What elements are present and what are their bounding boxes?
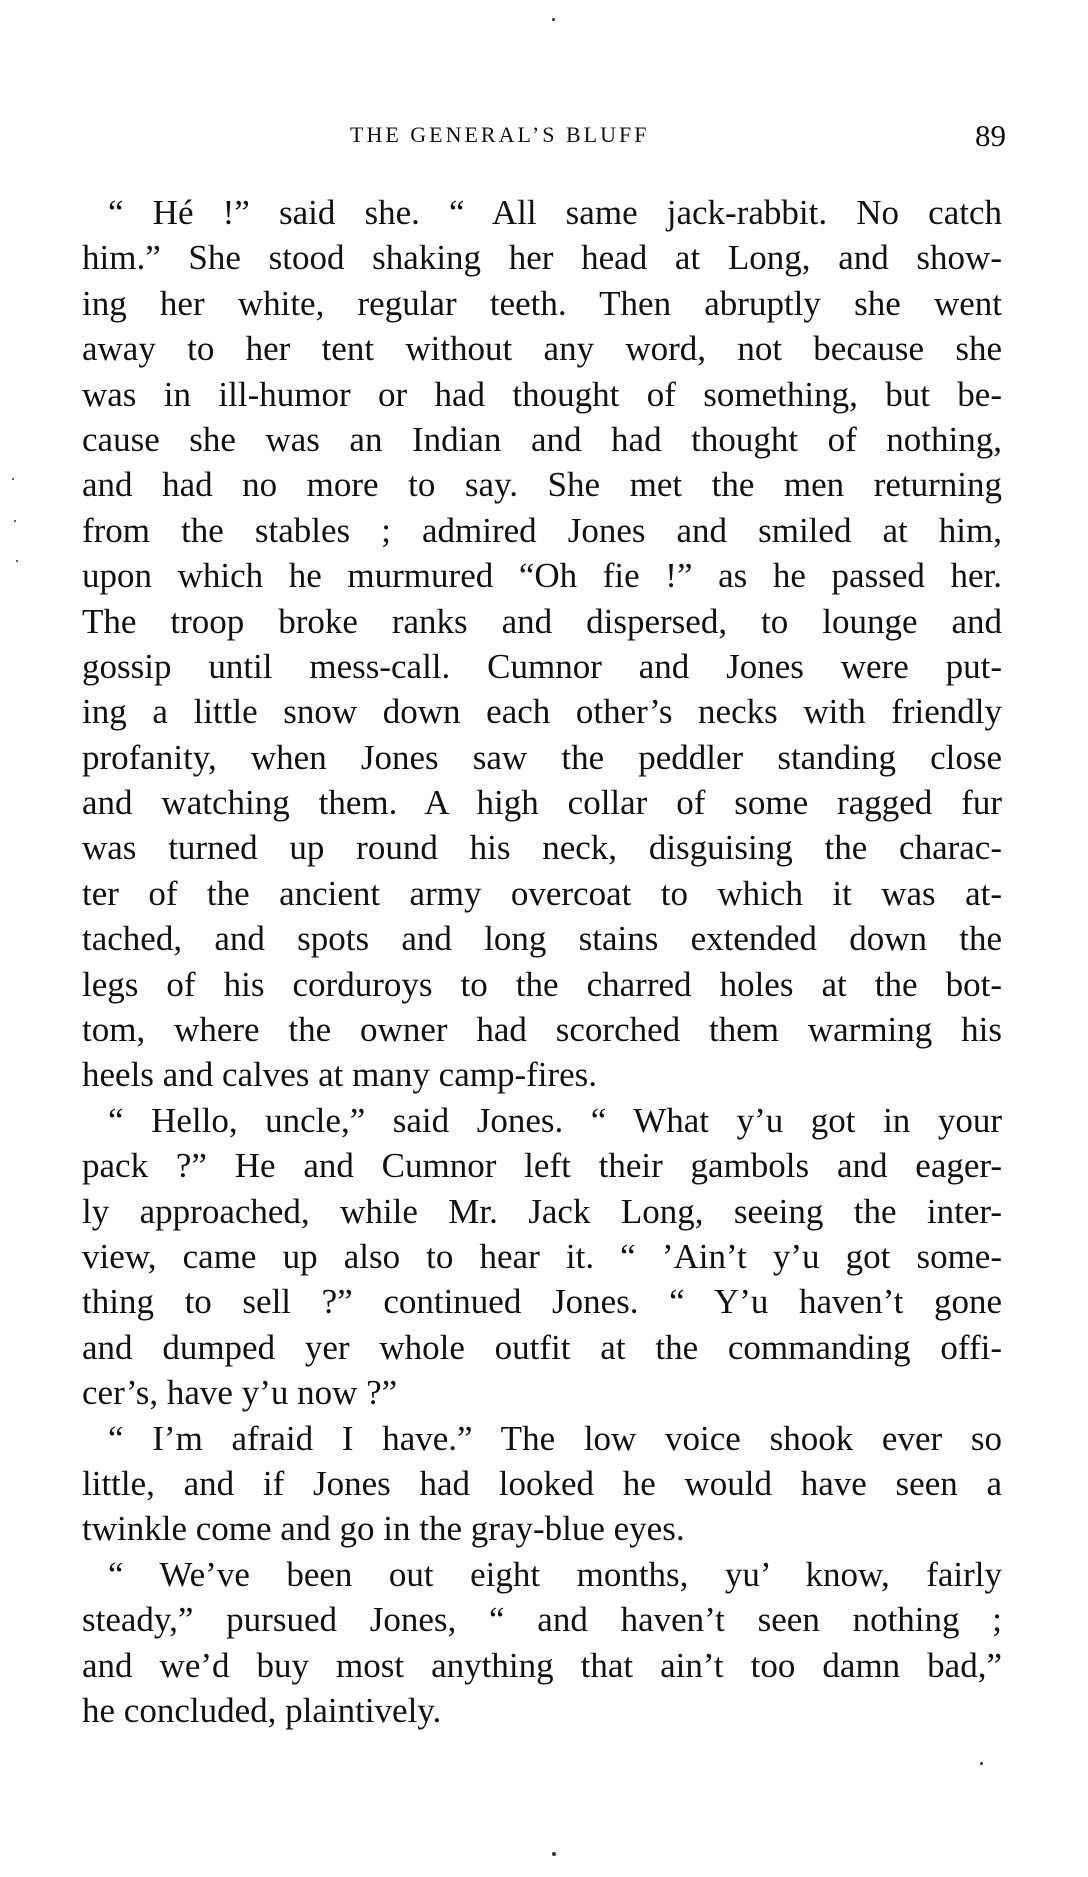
text-line: cer’s, have y’u now ?” xyxy=(82,1373,398,1413)
text-line: he concluded, plaintively. xyxy=(82,1690,442,1730)
text-line: steady,” pursued Jones, “ and haven’t seen nothing ; xyxy=(82,1600,1002,1640)
text-line: twinkle come and go in the gray-blue eyes. xyxy=(82,1509,685,1549)
text-line: “ We’ve been out eight months, yu’ know, fairly xyxy=(108,1554,1002,1594)
text-line: The troop broke ranks and dispersed, to lounge and xyxy=(82,601,1002,641)
text-line: and we’d buy most anything that ain’t too damn bad,” xyxy=(82,1645,1002,1685)
text-line: was turned up round his neck, disguising the charac- xyxy=(82,828,1002,868)
text-line: profanity, when Jones saw the peddler standing close xyxy=(82,737,1002,777)
body-text xyxy=(82,190,1002,1733)
running-title: THE GENERAL’S BLUFF xyxy=(350,122,650,147)
text-line: was in ill-humor or had thought of something, but be- xyxy=(82,374,1002,414)
text-line: ing a little snow down each other’s necks with friendly xyxy=(82,692,1002,732)
text-line: away to her tent without any word, not because she xyxy=(82,329,1002,369)
print-speck xyxy=(552,1852,556,1856)
text-line: legs of his corduroys to the charred holes at the bot- xyxy=(82,964,1002,1004)
print-speck xyxy=(552,18,555,21)
text-line: upon which he murmured “Oh fie !” as he passed her. xyxy=(82,556,1002,596)
text-line: ing her white, regular teeth. Then abruptly she went xyxy=(82,283,1002,323)
text-line: gossip until mess-call. Cumnor and Jones were put- xyxy=(82,646,1002,686)
text-line: him.” She stood shaking her head at Long, and show- xyxy=(82,238,1002,278)
text-line: heels and calves at many camp-fires. xyxy=(82,1055,598,1095)
text-line: ly approached, while Mr. Jack Long, seeing the inter- xyxy=(82,1191,1002,1231)
text-line: thing to sell ?” continued Jones. “ Y’u haven’t gone xyxy=(82,1282,1002,1322)
print-speck xyxy=(14,520,16,522)
running-head xyxy=(0,118,1088,158)
print-speck xyxy=(16,560,18,562)
text-line: and watching them. A high collar of some ragged fur xyxy=(82,783,1002,823)
text-line: “ Hé !” said she. “ All same jack-rabbit. No catch xyxy=(108,193,1002,232)
text-line: cause she was an Indian and had thought of nothing, xyxy=(82,419,1002,459)
text-line: tached, and spots and long stains extended down the xyxy=(82,919,1002,959)
text-line: pack ?” He and Cumnor left their gambols and eager- xyxy=(82,1146,1002,1186)
print-speck xyxy=(12,478,14,480)
text-line: from the stables ; admired Jones and smiled at him, xyxy=(82,510,1002,550)
text-line: “ Hello, uncle,” said Jones. “ What y’u got in your xyxy=(108,1100,1002,1140)
page-number: 89 xyxy=(975,118,1006,153)
text-line: tom, where the owner had scorched them warming his xyxy=(82,1010,1002,1050)
text-line: “ I’m afraid I have.” The low voice shook ever so xyxy=(108,1418,1002,1458)
text-line: and dumped yer whole outfit at the commanding offi- xyxy=(82,1327,1002,1367)
text-line: view, came up also to hear it. “ ’Ain’t y’u got some- xyxy=(82,1236,1002,1276)
text-line: ter of the ancient army overcoat to which it was at- xyxy=(82,873,1002,913)
text-line: and had no more to say. She met the men returning xyxy=(82,465,1002,505)
text-line: little, and if Jones had looked he would have seen a xyxy=(82,1463,1002,1503)
print-speck xyxy=(980,1762,983,1765)
